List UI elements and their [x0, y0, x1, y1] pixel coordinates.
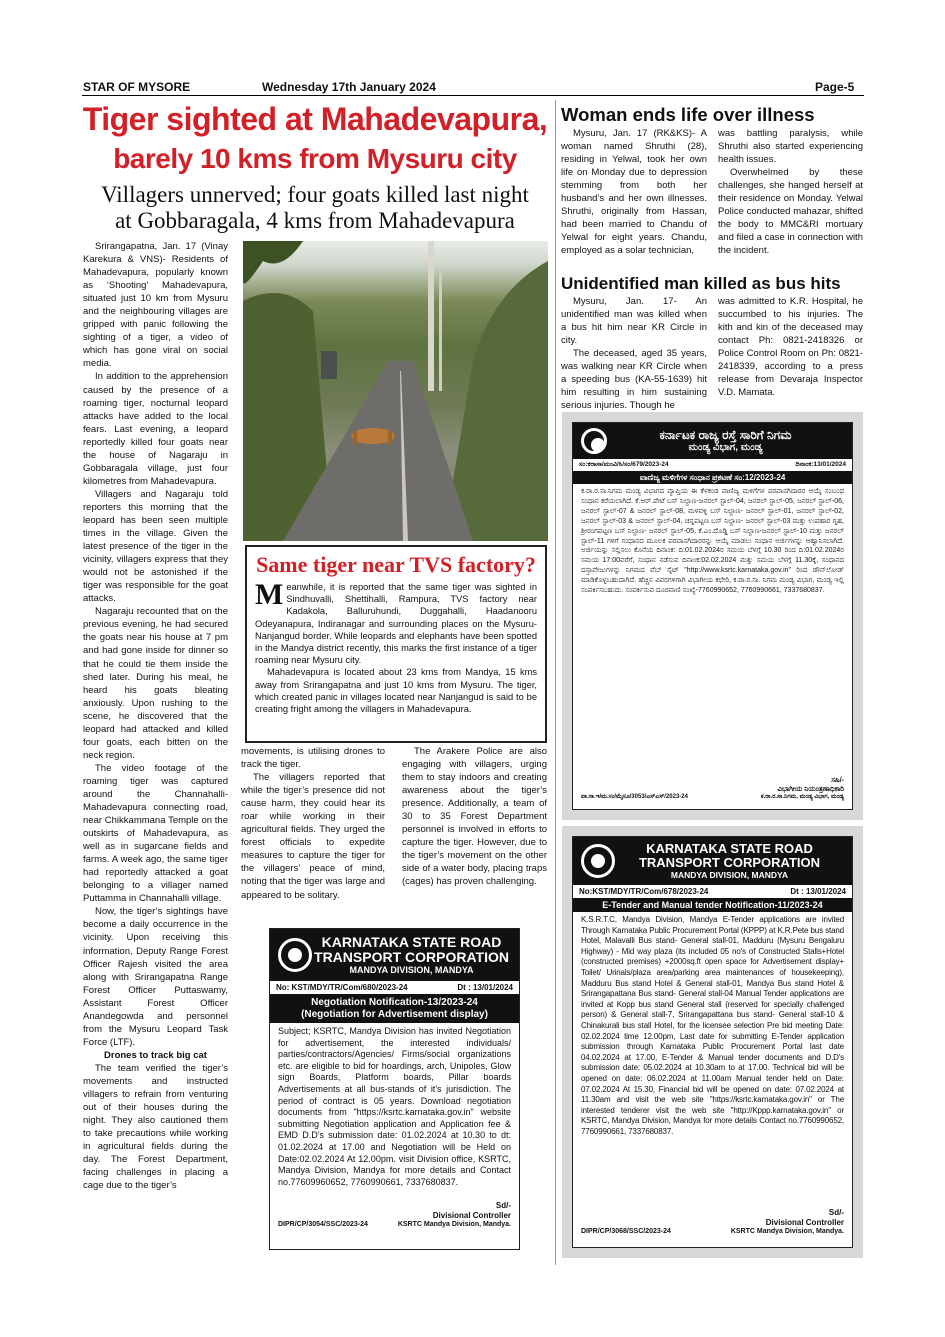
tiger-road-photo — [243, 241, 548, 541]
lead-subhead: Drones to track big cat — [104, 1049, 207, 1061]
ad-ref-number: No:KST/MDY/TR/Com/678/2023-24 — [579, 887, 709, 896]
ad-footer-code: DIPR/CP/3068/SSC/2023-24 — [581, 1228, 671, 1235]
lead-paragraph: movements, is utilising drones to track the tiger. — [241, 746, 385, 771]
ad-footer-code: ವಾ.ಸಾ.ಇ/ಮ.ಸಂ/ಮೈಸೂ/3053/ಎಸ್ಎಸ್/2023-24 — [581, 794, 688, 800]
ad-footer-office: ಕ.ರಾ.ರ.ಸಾ.ನಿಗಮ, ಮಂಡ್ಯ ವಿಭಾಗ, ಮಂಡ್ಯ — [760, 794, 844, 800]
page-number: Page-5 — [815, 80, 855, 94]
ksrtc-etender-ad — [572, 836, 853, 1248]
drop-cap: M — [255, 578, 284, 611]
column-divider — [555, 100, 556, 1265]
lead-paragraph: Now, the tiger’s sightings have become a daily occurrence in the vicinity. Upon receiving this information, Deputy Range Forest Officer Rajesh visited the area along with Srirangapatna Range Forest Officer Puttaswamy, Assistant Forest Officer Anandegowda and personnel from the Mysuru Leopard Task Force (LTF). — [83, 906, 228, 1048]
ad-header — [573, 837, 852, 885]
sidebar-paragraph: Mahadevapura is located about 23 kms from Mandya, 15 kms away from Srirangapatna and just 10 kms from Mysuru. The tiger, which created panic in villages located near Nanjangud is said to be creating fright among the villagers in Mahadevapura. — [255, 667, 537, 715]
story2-paragraph: Overwhelmed by these challenges, she hanged herself at their residence on Monday. Yelwal Police conducted mahazar, shifted the body to MMC&RI mortuary and filed a case in connection with the incident. — [718, 167, 863, 257]
ad-division: MANDYA DIVISION, MANDYA — [349, 964, 474, 975]
lead-paragraph: Srirangapatna, Jan. 17 (Vinay Karekura & VNS)- Residents of Mahadevapura, popularly known as ‘Shooting’ Mahadevapura, situated just 10 km from Mysuru and the neighbouring villages are gripped with panic following the sighting of a tiger, a video of which has gone viral on social media. — [83, 241, 228, 370]
ad-org-line1: KARNATAKA STATE ROAD — [321, 933, 502, 950]
ksrtc-kannada-ad-frame — [562, 412, 863, 820]
story2-column-1 — [561, 127, 707, 272]
ad-date: Dt : 13/01/2024 — [457, 983, 513, 992]
sidebar-story-text — [255, 578, 537, 715]
ad-header — [270, 929, 519, 981]
ad-header — [573, 423, 852, 459]
ad-sig-title: Divisional Controller — [432, 1211, 511, 1220]
ad-title-bar: ವಾಣಿಜ್ಯ ಮಳಿಗೆಗಳ ಸಂಧಾನ ಪ್ರಕಟಣೆ ಸಂ:12/2023-24 — [573, 472, 852, 484]
story2-paragraph: Mysuru, Jan. 17 (RK&KS)- A woman named Shruthi (28), residing in Yelwal, took her own life on Monday due to depression stemming from both her husband’s and her own illnesses. Shruthi, originally from Hassan, had been married to Chandu of Yelwal for eight years. Chandu, employed as a solar technician, — [561, 128, 707, 257]
lead-paragraph: The video footage of the roaming tiger was captured around the Channahalli-Mahadevapura connecting road, near Chikkammana Temple on the outskirts of Mahadevapura, as well as in sugarcane fields and farms. A week ago, the same tiger had reportedly attacked a goat belonging to a villager named Puttamma in Channahalli village. — [83, 762, 228, 905]
story3-column-1 — [561, 295, 707, 410]
ad-org-line1: KARNATAKA STATE ROAD — [646, 841, 813, 856]
ad-date: Dt : 13/01/2024 — [790, 887, 846, 896]
ad-org: ಕರ್ನಾಟಕ ರಾಜ್ಯ ರಸ್ತೆ ಸಾರಿಗೆ ನಿಗಮ — [659, 428, 792, 442]
ad-footer-office: KSRTC Mandya Division, Mandya. — [397, 1221, 511, 1228]
ksrtc-emblem-icon — [581, 844, 615, 878]
ad-footer-office: KSRTC Mandya Division, Mandya. — [730, 1228, 844, 1235]
ad-footer — [573, 794, 852, 801]
lead-column-1 — [83, 240, 228, 1265]
ad-sig-line: Sd/- — [495, 1201, 511, 1210]
lead-paragraph: The team verified the tiger’s movements and instructed villagers to refrain from venturing out of their houses during the night. They also cautioned them to take precautions while working in agricultural fields during the day. The Forest Department, facing challenges in placing a cage due to the tiger’s — [83, 1062, 228, 1192]
ad-sig-line: Sd/- — [828, 1208, 844, 1217]
paper-name: STAR OF MYSORE — [83, 80, 191, 94]
ad-signature — [573, 776, 852, 794]
ad-division: MANDYA DIVISION, MANDYA — [670, 870, 789, 880]
ad-sig-line: ಸಹಿ/- — [831, 777, 844, 784]
story3-paragraph: The deceased, aged 35 years, was walking near KR Circle when a speeding bus (KA-55-1639) hit him resulting in him sustaining serious injuries. Though he — [561, 348, 707, 410]
ksrtc-negotiation-ad — [269, 928, 520, 1250]
ad-division: ಮಂಡ್ಯ ವಿಭಾಗ, ಮಂಡ್ಯ — [688, 442, 763, 453]
ad-signature — [573, 1208, 852, 1228]
sidebar-story-title: Same tiger near TVS factory? — [256, 552, 536, 577]
ad-reference — [270, 981, 519, 995]
lead-paragraph: In addition to the apprehension caused by the presence of a roaming tiger, nocturnal leopard attacks have added to the local fears. Last evening, a leopard reportedly killed four goats near the house of Nagaraju in Gobbaragala village, just four kilometres from Mahadevapura. — [83, 371, 228, 487]
ad-title: Negotiation Notification-13/2023-24 — [311, 997, 478, 1008]
story3-paragraph: was admitted to K.R. Hospital, he succumbed to his injuries. The kith and kin of the deceased may contact Ph: 0821-2418326 or Police Control Room on Ph: 0821-2418339, according to a press release from Devaraja Inspector V.D. Mamata. — [718, 296, 863, 399]
ad-body: Subject; KSRTC, Mandya Division has invited Negotiation for advertisement, the interested individuals/ parties/contractors/Agencies/ Firms/social organizations etc. are eligible to bid for hoardings, arch, Unipoles, Glow sign Boards, Platform boards, Pillar boards Advertisements at all bus-stands of it's jurisdiction. The period of contract is 05 years. Download negotiation documents from "https://ksrtc.karnataka.gov.in" website submitting Negotiation application and Application fee & EMD D.D's submission date: 01.02.2024 at 10.30 to dt: 01.02.2024 at 17.00 and Negotiation will be Held on Date:02.02.2024 At 12.00pm. visit Division office, KSRTC, Mandya Division, Mandya for more details and Contact no.77609960652, 7760990661, 7337680837. — [278, 1026, 511, 1187]
header-rule — [82, 95, 864, 96]
ad-org-line2: TRANSPORT CORPORATION — [638, 855, 821, 870]
ad-subtitle: (Negotiation for Advertisement display) — [301, 1009, 488, 1020]
story2-paragraph: was battling paralysis, while Shruthi also started experiencing health issues. — [718, 128, 863, 166]
ksrtc-emblem-icon — [278, 938, 312, 972]
lead-paragraph: The Arakere Police are also engaging with villagers, urging them to stay indoors and creating awareness about the tiger’s presence. Additionally, a team of 30 to 35 Forest Department personnel is involved in efforts to capture the tiger. However, due to the tiger’s movement on the other side of a water body, placing traps (cages) has proven challenging. — [402, 746, 547, 888]
ad-date: ದಿನಾಂಕ:13/01/2024 — [795, 461, 846, 468]
ksrtc-emblem-icon — [581, 428, 607, 454]
ad-body: K.S.R.T.C, Mandya Division, Mandya E-Tender applications are invited Through Karnataka Public Procurement Portal (KPPP) at K.R.Pete bus stand Hotel, Malavalli Bus stand- General stall-01, Madduru (Mysuru Bengaluru Highway) - Mid way plaza (its included 05 no's of Constructed Stalls+Hotel (constructed premises) +2000sq.ft open space for Advertisement display+ Toilet/ Urinals/plaza area/parking area maintenances of housekeeping), Madduru Bus stand Hotel & General stall-01, Mandya Bus stand Hotel & Srirangapattana Bus stand- General stall-04 Manual Tender applications are invited at Kopp bus stand General stall (reserved for specially challenged person) & General stall-7, Srirangapattana bus stand- General stall-10 & Chinakurali bus stall Hotel, for the licensee selection Pre bid meeting Date: 02.02.2024 time 12.00pm, Last date for submitting E-Tender application submission through Karnataka Public Procurement Portal last date 04.02.2024 at 17.00, E-Tender & Manual tender documents and D.D's submission date: 05.02.2024 at 10.30am to at 17.00. Technical bid will be opened on date: 06.02.2024 at 11.00am Manual tender held on Date: 07.02.2024 At 15.30, Financial bid will be opened on date: 07.02.2024 at 11.30am and visit the web site "https://ksrtc.karnataka.gov.in" or The interested tenderer visit the web site "http://Kppp.karnataka.gov.in" or KSRTC, Mandya Division, Mandya for more details Contact no.7760990652, 7760990661, 7337680837. — [581, 915, 844, 1136]
ad-title-bar — [270, 995, 519, 1023]
story2-column-2 — [718, 127, 863, 272]
story3-paragraph: Mysuru, Jan. 17- An unidentified man was killed when a bus hit him near KR Circle in city. — [561, 296, 707, 347]
lead-headline-line2: barely 10 kms from Mysuru city — [113, 143, 517, 174]
ad-signature — [270, 1201, 519, 1221]
issue-date: Wednesday 17th January 2024 — [262, 80, 436, 94]
lead-column-2 — [241, 745, 385, 915]
lead-subheadline-line1: Villagers unnerved; four goats killed last night — [101, 182, 529, 207]
lead-headline-line1: Tiger sighted at Mahadevapura, — [82, 101, 548, 137]
story2-headline: Woman ends life over illness — [561, 104, 815, 125]
lead-paragraph: The villagers reported that while the tiger’s presence did not cause harm, they could hear its roar while working in their agricultural fields. They urged the forest officials to expedite measures to capture the tiger for the villagers’ peace of mind, noting that the tiger was large and appeared to be solitary. — [241, 772, 385, 901]
ad-footer — [573, 1228, 852, 1235]
ksrtc-etender-ad-frame — [562, 826, 863, 1258]
lead-paragraph: Nagaraju recounted that on the previous evening, he had secured the goats near his house at 7 pm and had gone inside for dinner so that he could tie them inside the shed later. During his meal, he heard his goats bleating anxiously. Upon rushing to the scene, he discovered that the leopard had attacked and killed four goats, each bitten on the neck region. — [83, 606, 228, 761]
lead-paragraph: Villagers and Nagaraju told reporters this morning that the leopard has been seen multiple times in the village. Given the latest presence of the tiger in the vicinity, villagers express that they would not be astonished if the tiger was responsible for the goat attacks. — [83, 488, 228, 605]
story3-headline: Unidentified man killed as bus hits — [561, 274, 841, 293]
ad-footer-code: DIPR/CP/3054/SSC/2023-24 — [278, 1221, 368, 1228]
ad-reference — [573, 459, 852, 472]
ad-sig-title: Divisional Controller — [765, 1218, 844, 1227]
ksrtc-kannada-ad — [572, 422, 853, 810]
ad-title-bar: E-Tender and Manual tender Notification-11/2023-24 — [573, 899, 852, 912]
ad-ref-number: No: KST/MDY/TR/Com/680/2023-24 — [276, 983, 408, 992]
lead-subheadline-line2: at Gobbaragala, 4 kms from Mahadevapura — [115, 208, 515, 233]
ad-sig-title: ವಿಭಾಗೀಯ ನಿಯಂತ್ರಣಾಧಿಕಾರಿ — [777, 786, 844, 793]
lead-column-3 — [402, 745, 547, 915]
sidebar-paragraph: eanwhile, it is reported that the same tiger was sighted in Sindhuvalli, Shettihalli, Rampura, TVS factory near Kadakola, Balluruhundi, Duggahalli, Haadanooru Odeyanapura, Indiranagar and surrounding places on the Mysuru-Nanjangud border. While leopards and elephants have been spotted in the Mandya district recently, this marks the first instance of a tiger roaming near Mysuru city. — [255, 582, 537, 666]
ad-org-line2: TRANSPORT CORPORATION — [314, 948, 509, 965]
ad-footer — [270, 1221, 519, 1228]
ad-ref-number: ಸಂ:ಕರಾಸಾ/ಮಂವಿ/ಸಿ/ಸಂ/679/2023-24 — [579, 461, 669, 468]
ad-reference — [573, 885, 852, 899]
sidebar-story-box — [245, 545, 547, 743]
ad-body: ಕ.ರಾ.ರ.ಸಾ.ನಿಗಮ ಮಂಡ್ಯ ವಿಭಾಗದ ವ್ಯಾಪ್ತಿಯ ಈ ಕೆಳಕಂಡ ವಾಣಿಜ್ಯ ಮಳಿಗೆಗಳ ಪರವಾನಗಿದಾರರ ಆಯ್ಕೆ ಸಂಬಂಧ ಸಂಧಾನ ಕರೆಯಲಾಗಿದೆ. ಕೆ.ಆರ್.ಪೇಟೆ ಬಸ್ ನಿಲ್ದಾಣ-ಜನರಲ್ ಸ್ಟಾಲ್-04, ಜನರಲ್ ಸ್ಟಾಲ್-05, ಜನರಲ್ ಸ್ಟಾಲ್-06, ಜನರಲ್ ಸ್ಟಾಲ್-07 & ಜನರಲ್ ಸ್ಟಾಲ್-08, ಮಳವಳ್ಳಿ ಬಸ್ ನಿಲ್ದಾಣ- ಜನರಲ್ ಸ್ಟಾಲ್-01, ಜನರಲ್ ಸ್ಟಾಲ್-02, ಜನರಲ್ ಸ್ಟಾಲ್-03 & ಜನರಲ್ ಸ್ಟಾಲ್-04, ಚನ್ನಪಟ್ಟಣ ಬಸ್ ನಿಲ್ದಾಣ- ಜನರಲ್ ಸ್ಟಾಲ್-03 ಮತ್ತು ಉಪಹಾರ ಗೃಹ, ಶ್ರೀರಂಗಪಟ್ಟಣ ಬಸ್ ನಿಲ್ದಾಣ- ಜನರಲ್ ಸ್ಟಾಲ್-05, ಕೆ.ಎಂ.ದೊಡ್ಡಿ ಬಸ್ ನಿಲ್ದಾಣ-ಜನರಲ್ ಸ್ಟಾಲ್-10 ಮತ್ತು ಜನರಲ್ ಸ್ಟಾಲ್-11 ಗಳಿಗೆ ಸಂಧಾನದ ಮೂಲಕ ಪರವಾನಗಿದಾರರನ್ನು ಆಯ್ಕೆ ಮಾಡಲು ಸಂಧಾನ ಅರ್ಜಿಗಳನ್ನು ಆಹ್ವಾನಿಸಲಾಗಿದೆ. ಅರ್ಜಿಯನ್ನು ಸಲ್ಲಿಸಲು ಕೊನೆಯ ದಿನಾಂಕ: ದಿ:01.02.2024ರ ಸಮಯ ಬೆಳಗ್ಗೆ 10.30 ರಿಂದ ದಿ:01.02.2024ರ ಸಮಯ 17:00ವರೆಗೆ, ಸಂಧಾನ ನಡೆಸುವ ದಿನಾಂಕ:02.02.2024 ಮತ್ತು ಸಮಯ ಬೆಳಗ್ಗೆ 11.30ಕ್ಕೆ, ಸಂಧಾನದ ದಸ್ತಾವೇಜುಗಳನ್ನು ನಿಗಮದ ವೆಬ್ ಸೈಟ್ "http://www.ksrtc.karnataka.gov.in" ರಿಂದ ಡೌನ್‌ಲೋಡ್ ಮಾಡಿಕೊಳ್ಳಬಹುದಾಗಿದೆ. ಹೆಚ್ಚಿನ ವಿವರಗಳಿಗಾಗಿ ವಿಭಾಗೀಯ ಕಛೇರಿ, ಕ.ರಾ.ರ.ಸಾ. ನಿಗಮ ಮಂಡ್ಯ ವಿಭಾಗ, ಮಂಡ್ಯ ಇಲ್ಲಿ ಸಂಪರ್ಕಿಸಬಹುದು. ಸಂಪರ್ಕಿಸುವ ದೂರವಾಣಿ ಸಂಖ್ಯೆ-7760990652, 7760990661, 7337680837. — [581, 488, 844, 595]
story3-column-2 — [718, 295, 863, 410]
tiger-road-illustration — [243, 241, 548, 541]
